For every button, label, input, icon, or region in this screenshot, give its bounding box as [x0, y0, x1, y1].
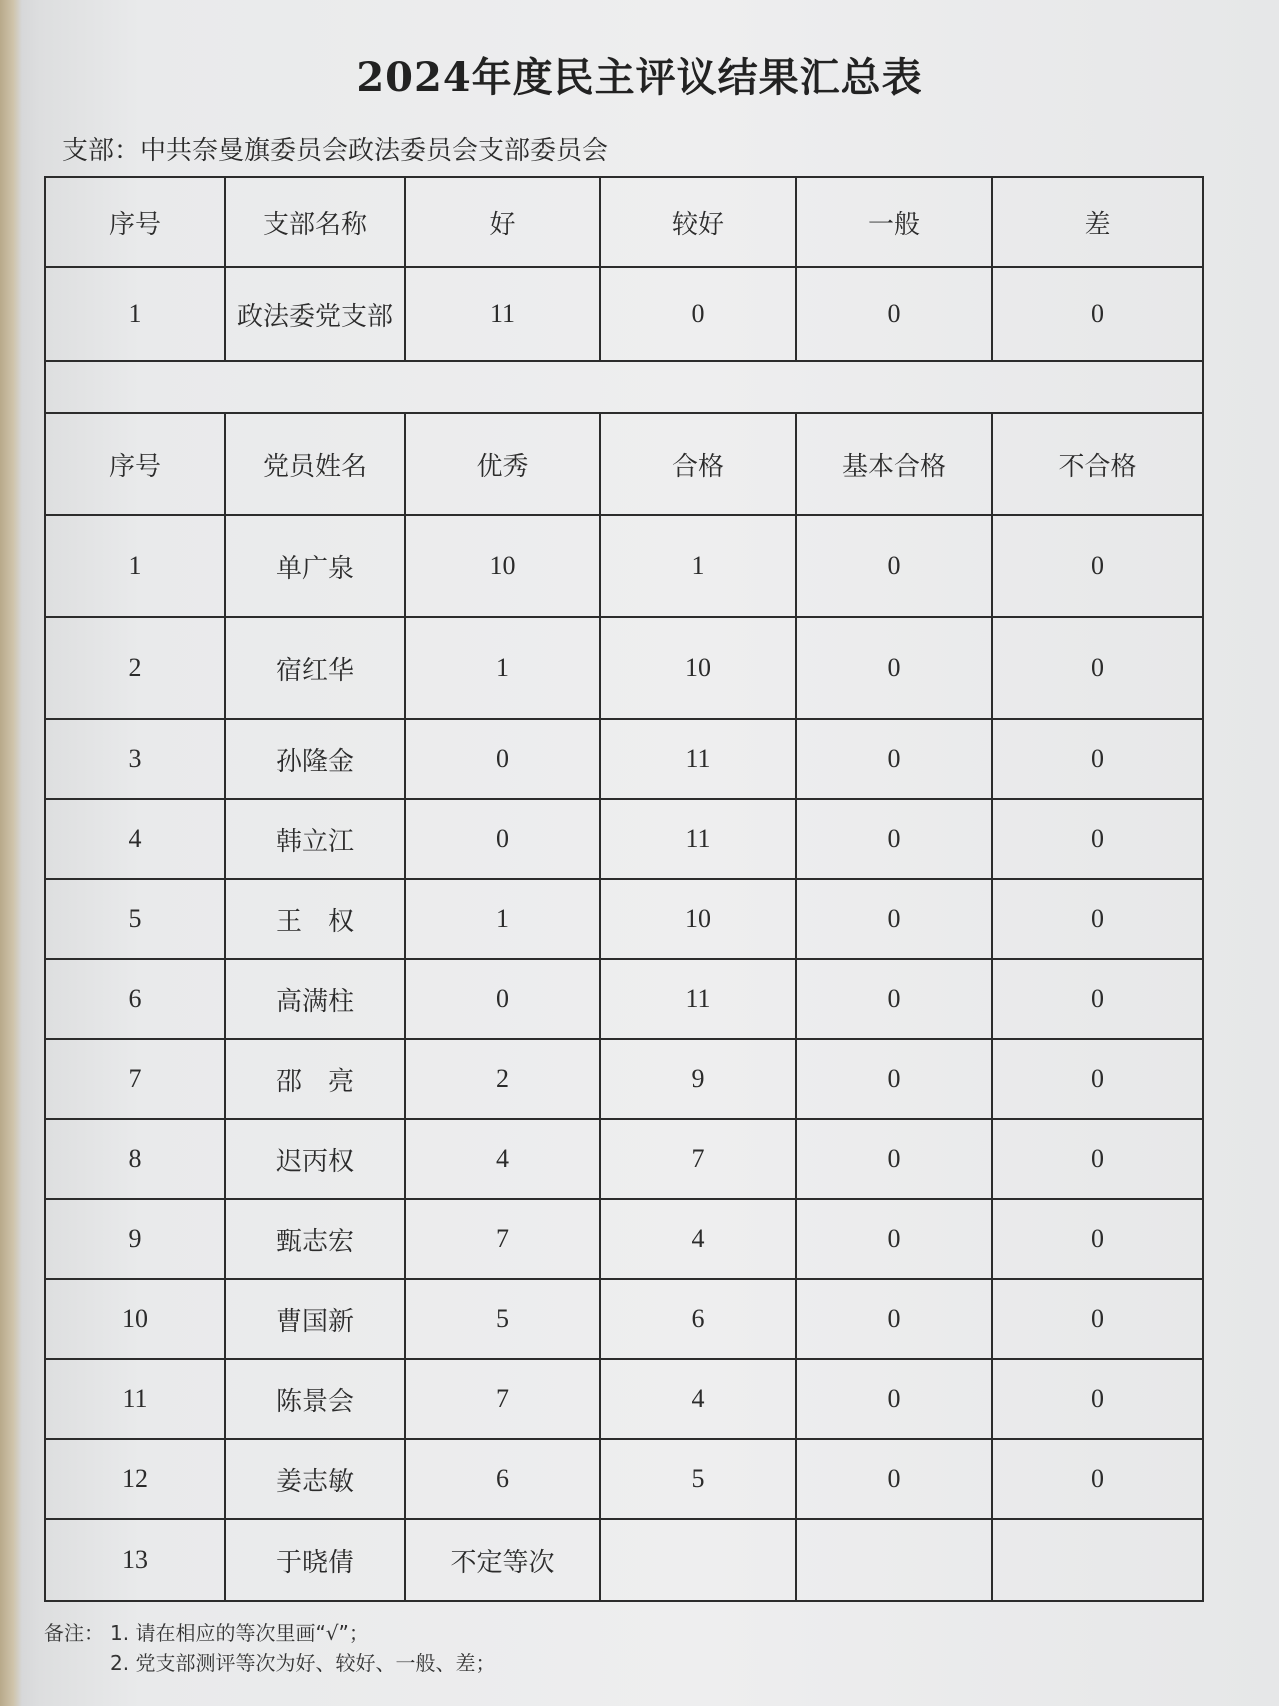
header-cell: 基本合格 [796, 413, 992, 515]
table-cell: 曹国新 [225, 1279, 405, 1359]
table-cell: 王 权 [225, 879, 405, 959]
table-cell: 11 [405, 267, 600, 361]
table-cell: 0 [992, 1279, 1203, 1359]
evaluation-table [44, 176, 1204, 1602]
table-cell: 10 [600, 617, 796, 719]
table-cell: 1 [405, 617, 600, 719]
table-row [45, 1439, 1203, 1519]
table-cell: 0 [796, 1439, 992, 1519]
table-cell: 政法委党支部 [225, 267, 405, 361]
table-cell: 宿红华 [225, 617, 405, 719]
table-cell: 0 [796, 1119, 992, 1199]
table-cell: 12 [45, 1439, 225, 1519]
table-row [45, 879, 1203, 959]
note-item: 2. 党支部测评等次为好、较好、一般、差； [110, 1651, 496, 1675]
note-line [44, 1648, 495, 1678]
table-row [45, 617, 1203, 719]
table-cell: 5 [405, 1279, 600, 1359]
table-cell: 孙隆金 [225, 719, 405, 799]
table-cell: 0 [992, 1119, 1203, 1199]
spacer-cell [45, 361, 1203, 413]
table-cell: 韩立江 [225, 799, 405, 879]
table-cell: 7 [45, 1039, 225, 1119]
table-cell: 0 [405, 719, 600, 799]
table-cell: 邵 亮 [225, 1039, 405, 1119]
table-cell: 8 [45, 1119, 225, 1199]
table-cell: 0 [600, 267, 796, 361]
table-cell: 0 [796, 879, 992, 959]
table-cell: 0 [796, 719, 992, 799]
header-cell: 合格 [600, 413, 796, 515]
table-cell: 甄志宏 [225, 1199, 405, 1279]
table-cell: 0 [992, 515, 1203, 617]
table-row [45, 1359, 1203, 1439]
table-cell: 9 [45, 1199, 225, 1279]
header-cell: 一般 [796, 177, 992, 267]
header-cell: 支部名称 [225, 177, 405, 267]
table-cell: 9 [600, 1039, 796, 1119]
header-cell: 差 [992, 177, 1203, 267]
table-cell: 7 [405, 1199, 600, 1279]
notes [44, 1618, 495, 1678]
note-line [44, 1618, 495, 1648]
table-cell: 10 [600, 879, 796, 959]
table-row [45, 1199, 1203, 1279]
table-cell: 4 [600, 1199, 796, 1279]
status-cell: 不定等次 [405, 1519, 600, 1601]
member-header-row [45, 413, 1203, 515]
table-cell [796, 1519, 992, 1601]
header-cell: 党员姓名 [225, 413, 405, 515]
table-cell: 0 [796, 617, 992, 719]
table-cell: 0 [796, 1039, 992, 1119]
table-cell: 4 [405, 1119, 600, 1199]
table-cell: 0 [992, 879, 1203, 959]
table-cell: 2 [405, 1039, 600, 1119]
table-cell: 0 [992, 267, 1203, 361]
branch-header-row [45, 177, 1203, 267]
branch-label: 支部： [62, 136, 141, 166]
table-cell: 单广泉 [225, 515, 405, 617]
note-item: 1. 请在相应的等次里画“√”； [110, 1621, 369, 1645]
document-title: 2024年度民主评议结果汇总表 [356, 54, 923, 101]
table-cell: 10 [405, 515, 600, 617]
table-cell: 3 [45, 719, 225, 799]
table-cell: 13 [45, 1519, 225, 1601]
table-cell: 于晓倩 [225, 1519, 405, 1601]
notes-label: 备注： [44, 1621, 104, 1645]
table-cell: 陈景会 [225, 1359, 405, 1439]
table-cell: 11 [45, 1359, 225, 1439]
table-cell: 0 [796, 515, 992, 617]
header-cell: 较好 [600, 177, 796, 267]
table-cell [992, 1519, 1203, 1601]
table-cell: 0 [992, 1199, 1203, 1279]
table-row [45, 1039, 1203, 1119]
header-cell: 好 [405, 177, 600, 267]
table-cell [600, 1519, 796, 1601]
header-cell: 不合格 [992, 413, 1203, 515]
table-cell: 0 [405, 959, 600, 1039]
table-row [45, 1519, 1203, 1601]
table-cell: 4 [600, 1359, 796, 1439]
table-cell: 1 [45, 267, 225, 361]
table-row [45, 1279, 1203, 1359]
table-cell: 6 [45, 959, 225, 1039]
table-cell: 11 [600, 959, 796, 1039]
branch-row [45, 267, 1203, 361]
table-cell: 0 [796, 959, 992, 1039]
table-cell: 7 [405, 1359, 600, 1439]
table-row [45, 719, 1203, 799]
table-cell: 2 [45, 617, 225, 719]
table-cell: 7 [600, 1119, 796, 1199]
table-cell: 1 [45, 515, 225, 617]
table-cell: 6 [405, 1439, 600, 1519]
header-cell: 序号 [45, 413, 225, 515]
table-cell: 迟丙权 [225, 1119, 405, 1199]
table-cell: 5 [45, 879, 225, 959]
table-cell: 6 [600, 1279, 796, 1359]
table-cell: 0 [992, 1039, 1203, 1119]
table-cell: 0 [992, 799, 1203, 879]
table-cell: 姜志敏 [225, 1439, 405, 1519]
table-cell: 0 [796, 1279, 992, 1359]
table-cell: 0 [992, 719, 1203, 799]
table-cell: 1 [405, 879, 600, 959]
table-cell: 0 [992, 1439, 1203, 1519]
branch-name: 中共奈曼旗委员会政法委员会支部委员会 [140, 136, 609, 166]
header-cell: 优秀 [405, 413, 600, 515]
table-cell: 0 [405, 799, 600, 879]
table-cell: 高满柱 [225, 959, 405, 1039]
table-cell: 1 [600, 515, 796, 617]
table-cell: 0 [796, 1359, 992, 1439]
table-cell: 0 [796, 267, 992, 361]
table-row [45, 799, 1203, 879]
table-cell: 0 [992, 959, 1203, 1039]
spacer-row [45, 361, 1203, 413]
table-cell: 0 [992, 1359, 1203, 1439]
header-cell: 序号 [45, 177, 225, 267]
table-cell: 5 [600, 1439, 796, 1519]
table-row [45, 1119, 1203, 1199]
table-row [45, 515, 1203, 617]
table-cell: 10 [45, 1279, 225, 1359]
page-edge-shadow [0, 0, 22, 1706]
table-cell: 4 [45, 799, 225, 879]
table-cell: 0 [992, 617, 1203, 719]
table-row [45, 959, 1203, 1039]
table-cell: 0 [796, 1199, 992, 1279]
table-cell: 11 [600, 719, 796, 799]
table-cell: 11 [600, 799, 796, 879]
branch-line [62, 130, 608, 167]
table-cell: 0 [796, 799, 992, 879]
